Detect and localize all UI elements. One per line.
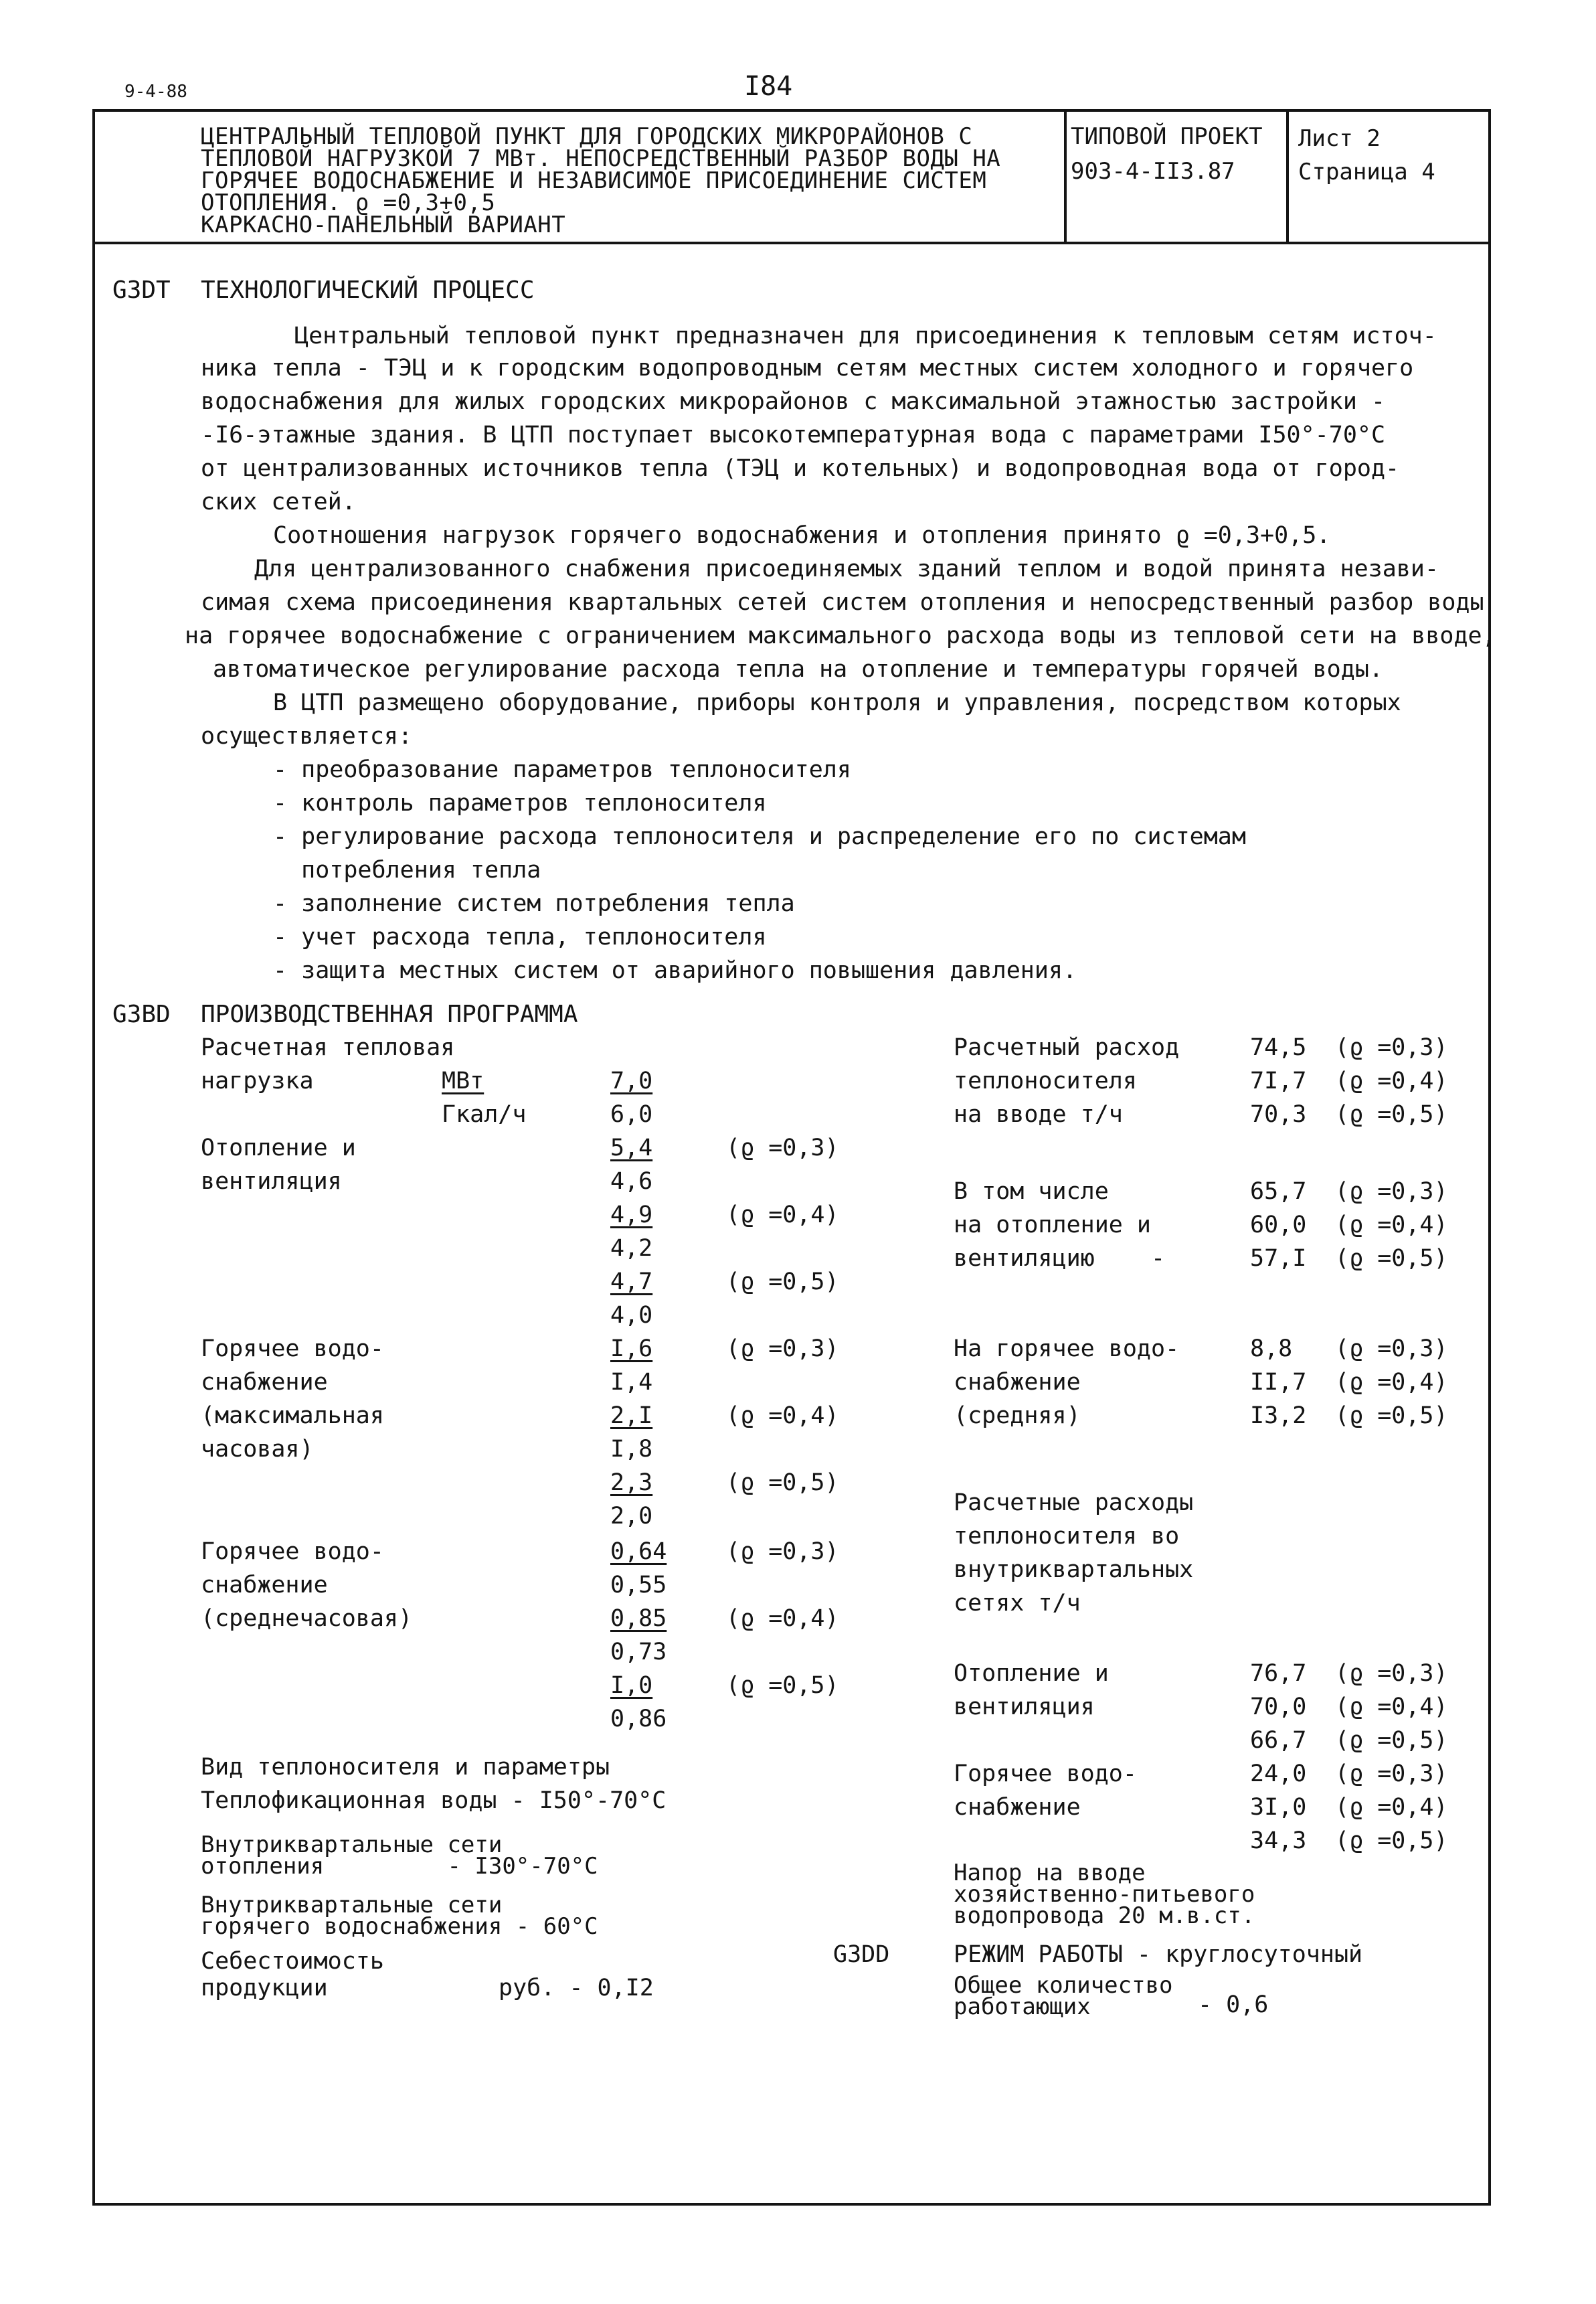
tech-line-7: Соотношения нагрузок горячего водоснабжения и отопления принято ϱ =0,3+0,5. xyxy=(273,522,1331,549)
title-block-divider-1 xyxy=(1064,109,1067,243)
flow-rho-03: (ϱ =0,3) xyxy=(1335,1034,1448,1061)
hwmax-mw-04: 2,I xyxy=(610,1402,653,1429)
tech-line-12: В ЦТП размещено оборудование, приборы контроля и управления, посредством которых xyxy=(273,689,1401,716)
hwavg-label-2: снабжение xyxy=(201,1572,328,1598)
intra-heat-label-2: вентиляция xyxy=(954,1694,1095,1720)
hwavg-rho-03: (ϱ =0,3) xyxy=(726,1538,839,1565)
title-line-2: ТЕПЛОВОЙ НАГРУЗКОЙ 7 МВт. НЕПОСРЕДСТВЕННЫЙ РАЗБОР ВОДЫ НА xyxy=(201,145,1001,172)
prod-section-code: G3BD xyxy=(112,1001,171,1028)
incl-rho-04: (ϱ =0,4) xyxy=(1335,1212,1448,1238)
carrier-intra-heating-2: отопления - I30°-70°C xyxy=(201,1853,598,1880)
tech-bullet-3-cont: потребления тепла xyxy=(273,857,541,884)
hwmax-label-1: Горячее водо- xyxy=(201,1335,384,1362)
title-line-3: ГОРЯЧЕЕ ВОДОСНАБЖЕНИЕ И НЕЗАВИСИМОЕ ПРИСОЕДИНЕНИЕ СИСТЕМ xyxy=(201,167,987,194)
carrier-heading: Вид теплоносителя и параметры xyxy=(201,1754,610,1781)
title-block-divider-2 xyxy=(1286,109,1289,243)
hwavg-gcal-05: 0,86 xyxy=(610,1706,667,1732)
flow-rho-04: (ϱ =0,4) xyxy=(1335,1068,1448,1094)
hwavg-mw-05: I,0 xyxy=(610,1672,653,1699)
hwavg-mw-03: 0,64 xyxy=(610,1538,667,1565)
carrier-intra-hw-1: Внутриквартальные сети xyxy=(201,1892,503,1918)
heating-mw-05: 4,7 xyxy=(610,1268,653,1295)
heating-rho-03: (ϱ =0,3) xyxy=(726,1135,839,1161)
hwmax-label-2: снабжение xyxy=(201,1369,328,1396)
staff-label-1: Общее количество xyxy=(954,1972,1173,1999)
load-label-1: Расчетная тепловая xyxy=(201,1034,455,1061)
intra-hot-value-05: 34,3 xyxy=(1250,1827,1307,1854)
incl-value-05: 57,I xyxy=(1250,1245,1307,1272)
intra-label-2: теплоносителя во xyxy=(954,1523,1180,1550)
flow-value-04: 7I,7 xyxy=(1250,1068,1307,1094)
project-label: ТИПОВОЙ ПРОЕКТ xyxy=(1071,123,1263,150)
carrier-district: Теплофикационная воды - I50°-70°C xyxy=(201,1787,667,1814)
tech-line-13: осуществляется: xyxy=(201,723,413,750)
hwmax-gcal-03: I,4 xyxy=(610,1369,653,1396)
cost-value: руб. - 0,I2 xyxy=(499,1975,654,2001)
flow-label-2: теплоносителя xyxy=(954,1068,1137,1094)
incl-rho-05: (ϱ =0,5) xyxy=(1335,1245,1448,1272)
heating-gcal-04: 4,2 xyxy=(610,1235,653,1262)
flow-value-03: 74,5 xyxy=(1250,1034,1307,1061)
tech-line-8: Для централизованного снабжения присоединяемых зданий теплом и водой принята незави- xyxy=(254,556,1439,582)
title-block-bottom-rule xyxy=(92,242,1491,244)
incl-label-2: на отопление и xyxy=(954,1212,1152,1238)
tech-section-code: G3DT xyxy=(112,276,171,304)
flow-value-05: 70,3 xyxy=(1250,1101,1307,1128)
tech-line-3: водоснабжения для жилых городских микрорайонов с максимальной этажностью застройки - xyxy=(201,388,1386,415)
hwmax-gcal-05: 2,0 xyxy=(610,1503,653,1530)
hw-rho-05: (ϱ =0,5) xyxy=(1335,1402,1448,1429)
tech-bullet-3: - регулирование расхода теплоносителя и распределение его по системам xyxy=(273,823,1246,850)
intra-heat-rho-04: (ϱ =0,4) xyxy=(1335,1694,1448,1720)
tech-line-4: -I6-этажные здания. В ЦТП поступает высокотемпературная вода с параметрами I50°-70°C xyxy=(201,422,1386,448)
load-label-2: нагрузка xyxy=(201,1068,314,1094)
tech-bullet-1: - преобразование параметров теплоносителя xyxy=(273,756,851,783)
intra-hot-rho-04: (ϱ =0,4) xyxy=(1335,1794,1448,1821)
tech-line-1: Центральный тепловой пункт предназначен для присоединения к тепловым сетям источ- xyxy=(294,323,1437,349)
intra-label-1: Расчетные расходы xyxy=(954,1489,1194,1516)
intra-hot-rho-03: (ϱ =0,3) xyxy=(1335,1760,1448,1787)
page-number: I84 xyxy=(744,71,793,102)
hwmax-rho-05: (ϱ =0,5) xyxy=(726,1469,839,1496)
load-mw-value: 7,0 xyxy=(610,1068,653,1094)
intra-label-3: внутриквартальных xyxy=(954,1556,1194,1583)
work-mode: РЕЖИМ РАБОТЫ - круглосуточный xyxy=(954,1941,1363,1968)
pressure-line-2: хозяйственно-питьевого xyxy=(954,1881,1255,1908)
tech-line-10: на горячее водоснабжение с ограничением максимального расхода воды из тепловой сети на вводе, xyxy=(185,623,1496,649)
tech-line-9: симая схема присоединения квартальных сетей систем отопления и непосредственный разбор воды xyxy=(201,589,1484,616)
hwmax-gcal-04: I,8 xyxy=(610,1436,653,1463)
hwavg-gcal-04: 0,73 xyxy=(610,1639,667,1665)
intra-heat-rho-05: (ϱ =0,5) xyxy=(1335,1727,1448,1754)
incl-label-3: вентиляцию - xyxy=(954,1245,1166,1272)
document-code: 9-4-88 xyxy=(124,82,187,102)
incl-label-1: В том числе xyxy=(954,1178,1109,1205)
title-line-1: ЦЕНТРАЛЬНЫЙ ТЕПЛОВОЙ ПУНКТ ДЛЯ ГОРОДСКИХ МИКРОРАЙОНОВ С xyxy=(201,123,973,150)
intra-hot-label-2: снабжение xyxy=(954,1794,1081,1821)
hwavg-mw-04: 0,85 xyxy=(610,1605,667,1632)
tech-section-heading: ТЕХНОЛОГИЧЕСКИЙ ПРОЦЕСС xyxy=(201,276,535,304)
intra-hot-value-03: 24,0 xyxy=(1250,1760,1307,1787)
flow-label-3: на вводе т/ч xyxy=(954,1101,1123,1128)
intra-heat-label-1: Отопление и xyxy=(954,1660,1109,1687)
sheet-label: Лист 2 xyxy=(1298,125,1381,152)
tech-line-2: ника тепла - ТЭЦ и к городским водопроводным сетям местных систем холодного и горячего xyxy=(201,355,1414,382)
hwavg-rho-04: (ϱ =0,4) xyxy=(726,1605,839,1632)
page-label: Страница 4 xyxy=(1298,159,1435,185)
cost-label-2: продукции xyxy=(201,1975,328,2001)
intra-hot-value-04: 3I,0 xyxy=(1250,1794,1307,1821)
hw-value-04: II,7 xyxy=(1250,1369,1307,1396)
staff-label-2: работающих xyxy=(954,1993,1091,2020)
carrier-intra-hw-2: горячего водоснабжения - 60°C xyxy=(201,1913,598,1940)
hwmax-mw-05: 2,3 xyxy=(610,1469,653,1496)
incl-value-03: 65,7 xyxy=(1250,1178,1307,1205)
heating-gcal-03: 4,6 xyxy=(610,1168,653,1195)
hw-label-3: (средняя) xyxy=(954,1402,1081,1429)
tech-bullet-4: - заполнение систем потребления тепла xyxy=(273,890,795,917)
prod-section-heading: ПРОИЗВОДСТВЕННАЯ ПРОГРАММА xyxy=(201,1001,578,1028)
hwmax-rho-03: (ϱ =0,3) xyxy=(726,1335,839,1362)
heating-rho-05: (ϱ =0,5) xyxy=(726,1268,839,1295)
hw-value-03: 8,8 xyxy=(1250,1335,1293,1362)
title-line-4: ОТОПЛЕНИЯ. ϱ =0,3+0,5 xyxy=(201,189,496,216)
heating-rho-04: (ϱ =0,4) xyxy=(726,1202,839,1228)
hwmax-mw-03: I,6 xyxy=(610,1335,653,1362)
tech-line-6: ских сетей. xyxy=(201,489,356,515)
hw-rho-04: (ϱ =0,4) xyxy=(1335,1369,1448,1396)
heating-label-2: вентиляция xyxy=(201,1168,342,1195)
tech-bullet-2: - контроль параметров теплоносителя xyxy=(273,790,767,817)
intra-heat-rho-03: (ϱ =0,3) xyxy=(1335,1660,1448,1687)
intra-heat-value-05: 66,7 xyxy=(1250,1727,1307,1754)
carrier-intra-heating-1: Внутриквартальные сети xyxy=(201,1831,503,1858)
staff-value: - 0,6 xyxy=(1198,1991,1269,2018)
hwmax-rho-04: (ϱ =0,4) xyxy=(726,1402,839,1429)
heating-gcal-05: 4,0 xyxy=(610,1302,653,1329)
unit-gcal: Гкал/ч xyxy=(442,1101,527,1128)
hwavg-label-1: Горячее водо- xyxy=(201,1538,384,1565)
heating-label-1: Отопление и xyxy=(201,1135,356,1161)
incl-rho-03: (ϱ =0,3) xyxy=(1335,1178,1448,1205)
intra-heat-value-04: 70,0 xyxy=(1250,1694,1307,1720)
project-number: 903-4-II3.87 xyxy=(1071,158,1235,185)
hwavg-gcal-03: 0,55 xyxy=(610,1572,667,1598)
hw-label-2: снабжение xyxy=(954,1369,1081,1396)
flow-rho-05: (ϱ =0,5) xyxy=(1335,1101,1448,1128)
intra-hot-label-1: Горячее водо- xyxy=(954,1760,1137,1787)
hwmax-label-3: (максимальная xyxy=(201,1402,384,1429)
tech-bullet-5: - учет расхода тепла, теплоносителя xyxy=(273,924,767,951)
intra-hot-rho-05: (ϱ =0,5) xyxy=(1335,1827,1448,1854)
tech-line-11: автоматическое регулирование расхода тепла на отопление и температуры горячей воды. xyxy=(213,656,1383,683)
flow-label-1: Расчетный расход xyxy=(954,1034,1180,1061)
hwavg-rho-05: (ϱ =0,5) xyxy=(726,1672,839,1699)
hwmax-label-4: часовая) xyxy=(201,1436,314,1463)
tech-line-5: от централизованных источников тепла (ТЭЦ и котельных) и водопроводная вода от город- xyxy=(201,455,1400,482)
intra-heat-value-03: 76,7 xyxy=(1250,1660,1307,1687)
mode-section-code: G3DD xyxy=(833,1941,890,1968)
hwavg-label-3: (среднечасовая) xyxy=(201,1605,413,1632)
heating-mw-03: 5,4 xyxy=(610,1135,653,1161)
title-line-5: КАРКАСНО-ПАНЕЛЬНЫЙ ВАРИАНТ xyxy=(201,212,566,238)
incl-value-04: 60,0 xyxy=(1250,1212,1307,1238)
pressure-line-3: водопровода 20 м.в.ст. xyxy=(954,1902,1255,1929)
unit-mw: МВт xyxy=(442,1068,484,1094)
hw-rho-03: (ϱ =0,3) xyxy=(1335,1335,1448,1362)
cost-label-1: Себестоимость xyxy=(201,1948,384,1975)
heating-mw-04: 4,9 xyxy=(610,1202,653,1228)
load-gcal-value: 6,0 xyxy=(610,1101,653,1128)
intra-label-4: сетях т/ч xyxy=(954,1590,1081,1617)
hw-label-1: На горячее водо- xyxy=(954,1335,1180,1362)
tech-bullet-6: - защита местных систем от аварийного повышения давления. xyxy=(273,957,1077,984)
hw-value-05: I3,2 xyxy=(1250,1402,1307,1429)
pressure-line-1: Напор на вводе xyxy=(954,1860,1146,1886)
